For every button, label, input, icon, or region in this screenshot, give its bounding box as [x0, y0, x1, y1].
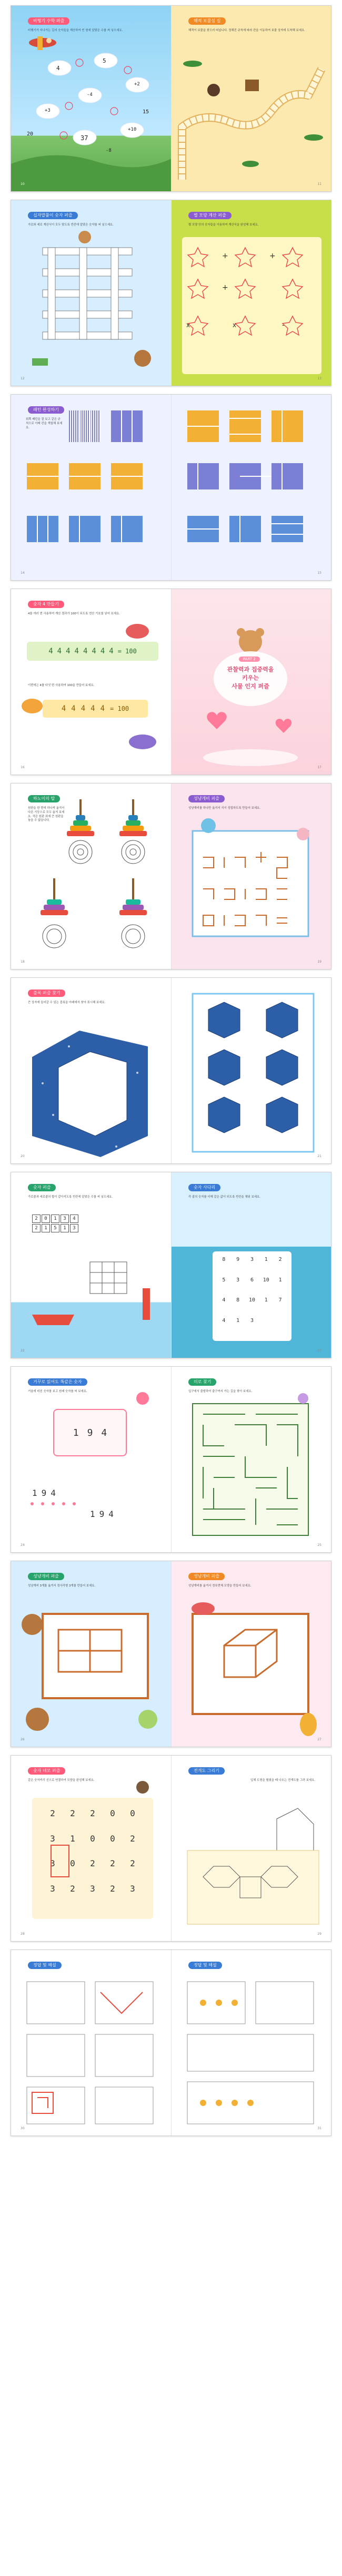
grid-cell[interactable]: 2	[90, 1858, 95, 1868]
bear-icon	[26, 1708, 49, 1731]
hanoi-towers	[11, 783, 171, 969]
grid-cell[interactable]: 2	[130, 1858, 135, 1868]
grid-cell[interactable]: 2	[130, 1833, 135, 1844]
grid-cell[interactable]: 0	[70, 1858, 75, 1868]
instructions: 성냥개비를 하나만 옮겨서 식이 성립하도록 만들어 보세요.	[188, 807, 260, 810]
grid-cell[interactable]: 5	[222, 1277, 226, 1283]
instructions: 입체 도형을 펼쳤을 때 나오는 전개도를 그려 보세요.	[250, 1779, 316, 1782]
page-tag: 숫자 퍼즐	[28, 1184, 56, 1191]
page-block-match	[171, 978, 331, 1163]
cloud-number: 15	[143, 109, 149, 115]
grid-cell[interactable]: 3	[50, 1833, 55, 1844]
bird-icon	[138, 1710, 157, 1729]
page-matchstick-cube	[171, 1561, 331, 1747]
page-mirror-number	[11, 1367, 171, 1552]
grid-cell[interactable]: 5	[51, 1224, 59, 1232]
grid-cell[interactable]: 3	[50, 1883, 55, 1894]
title-line: 사물 인지 퍼즐	[232, 682, 269, 690]
page-tag: 패턴 완성하기	[28, 406, 64, 414]
cat-icon	[201, 818, 216, 833]
page-tag: 해적 보물섬 길	[188, 17, 226, 25]
grid-cell[interactable]: 0	[130, 1808, 135, 1818]
instructions: 가로줄과 세로줄의 합이 같아지도록 빈칸에 알맞은 수를 써 넣으세요.	[28, 1196, 113, 1199]
instructions: 같은 숫자끼리 선으로 연결하여 모양을 완성해 보세요.	[28, 1779, 95, 1782]
page-tag: 블록 퍼즐 찾기	[28, 990, 65, 997]
number-square-grid	[32, 1798, 153, 1919]
grid-cell[interactable]: 3	[130, 1883, 135, 1894]
star-rows	[182, 237, 321, 374]
title-line: 키우는	[242, 674, 259, 681]
title-line: 관찰력과 집중력을	[227, 666, 274, 673]
plane-illustration	[11, 6, 171, 191]
operator: x	[186, 321, 190, 329]
instructions: 위쪽 패턴을 잘 보고 같은 규칙으로 아래 칸을 색칠해 보세요.	[26, 418, 63, 429]
tower-icon	[41, 878, 68, 915]
digit: 4	[48, 647, 53, 655]
page-number: 11	[317, 182, 321, 186]
page-tag: 십자말풀이 숫자 퍼즐	[28, 212, 78, 219]
instructions: 거울에 비친 숫자를 보고 원래 숫자를 써 보세요.	[28, 1390, 87, 1393]
grid-cell[interactable]: 1	[70, 1833, 75, 1844]
tower-icon	[67, 799, 94, 836]
page-number: 28	[21, 1932, 25, 1936]
page-answers-left	[11, 1950, 171, 2136]
matchstick-cube	[172, 1561, 331, 1747]
airplane-icon	[29, 36, 56, 50]
digit: 9	[87, 1427, 93, 1438]
page-maze	[171, 1367, 331, 1552]
grid-cell[interactable]: 1	[51, 1214, 59, 1223]
instructions: 큰 상자에 들어갈 수 있는 블록을 아래에서 찾아 표시해 보세요.	[28, 1001, 106, 1004]
page-tag: 숫자 네모 퍼즐	[28, 1767, 65, 1775]
boat-icon	[32, 1315, 74, 1325]
ladder-grid	[213, 1251, 291, 1341]
grid-cell[interactable]: 0	[110, 1808, 115, 1818]
dots-illustration	[11, 1367, 171, 1552]
page-tag: 비행기 수학 퍼즐	[28, 17, 69, 25]
digit: 4	[100, 647, 105, 655]
digit: 4	[92, 647, 96, 655]
digit: 4	[81, 704, 86, 713]
page-tag: 숫자 4 만들기	[28, 601, 64, 608]
spread-4	[11, 589, 331, 775]
page-tag: 거꾸로 읽어도 똑같은 숫자	[28, 1378, 87, 1386]
answer-row-2	[90, 1509, 114, 1519]
grid-cell[interactable]: 7	[278, 1297, 282, 1303]
digit: 4	[51, 1488, 56, 1498]
crocodile-icon	[32, 358, 48, 366]
cloud-number: -8	[106, 148, 112, 153]
treasure-chest-icon	[245, 80, 259, 91]
digit: 1	[73, 1427, 79, 1438]
page-number: 23	[317, 1349, 321, 1353]
grid-cell[interactable]: 1	[61, 1224, 69, 1232]
digit: 9	[99, 1509, 105, 1519]
chapter-title	[214, 665, 287, 691]
equation-row-2	[43, 700, 148, 718]
spread-7	[11, 1172, 331, 1358]
grid-cell[interactable]: 1	[264, 1297, 268, 1303]
page-number: 29	[317, 1932, 321, 1936]
page-square-numbers	[11, 1756, 171, 1941]
heart-balloon-icon	[207, 712, 291, 733]
dinosaur-icon	[22, 699, 43, 713]
grid-cell[interactable]: 1	[236, 1317, 240, 1324]
grid-cell[interactable]: 2	[110, 1883, 115, 1894]
grid-cell[interactable]: 3	[70, 1224, 78, 1232]
dog-icon	[134, 350, 151, 367]
net-drawing	[172, 1756, 331, 1941]
grid-cell[interactable]: 4	[222, 1317, 226, 1324]
grid-cell[interactable]: 10	[263, 1277, 269, 1283]
page-tag: 성냥개비 퍼즐	[28, 1573, 64, 1580]
page-block-box	[11, 978, 171, 1163]
digit: 4	[108, 1509, 114, 1519]
grid-cell[interactable]: 1	[42, 1224, 50, 1232]
spread-10	[11, 1755, 331, 1942]
instructions: 성냥개비 3개를 옮겨서 정사각형 3개를 만들어 보세요.	[28, 1584, 96, 1588]
page-part-title	[171, 589, 331, 775]
instructions: 각 줄의 숫자를 더해 같은 값이 되도록 빈칸을 채워 보세요.	[188, 1196, 260, 1199]
giraffe-icon	[300, 1713, 317, 1736]
instructions: 4를 여러 번 사용하여 계산 결과가 100이 되도록 연산 기호를 넣어 보세요.	[28, 612, 120, 615]
spread-2	[11, 200, 331, 386]
cloud-number: 37	[81, 134, 88, 142]
pattern-blocks	[11, 395, 171, 580]
digit: 4	[100, 704, 105, 713]
grid-cell[interactable]: 2	[70, 1808, 75, 1818]
page-tag: 전개도 그리기	[188, 1767, 225, 1775]
page-number: 27	[317, 1738, 321, 1741]
page-number: 21	[317, 1154, 321, 1158]
pirate-board-illustration	[172, 6, 331, 191]
page-number: 17	[317, 766, 321, 769]
grid-cell[interactable]: 3	[250, 1257, 254, 1262]
tower-icon	[119, 799, 147, 836]
cloud-number: -4	[87, 92, 93, 97]
spread-3	[11, 394, 331, 581]
equation-row-1	[27, 642, 158, 661]
lion-icon	[78, 231, 91, 243]
result: = 100	[110, 705, 129, 712]
page-number: 24	[21, 1543, 25, 1547]
digit: 4	[66, 647, 71, 655]
grid-cell[interactable]: 0	[42, 1214, 50, 1223]
page-number: 22	[21, 1349, 25, 1353]
page-number: 25	[317, 1543, 321, 1547]
grid-cell[interactable]: 1	[278, 1277, 282, 1283]
bear-icon	[22, 1614, 43, 1635]
instructions: 비행기가 지나가는 길의 숫자들을 계산하여 빈 원에 알맞은 수를 써 넣으세요.	[28, 29, 123, 32]
page-tag: 성냥개비 퍼즐	[188, 1573, 225, 1580]
page-number: 13	[317, 377, 321, 380]
spread-11	[11, 1950, 331, 2136]
grid-cell[interactable]: 8	[222, 1257, 226, 1262]
grid-cell[interactable]: 2	[110, 1858, 115, 1868]
digit: 4	[90, 704, 95, 713]
grid-cell[interactable]: 4	[222, 1297, 226, 1303]
grid-cell[interactable]: 1	[264, 1257, 268, 1262]
page-number: 31	[317, 2127, 321, 2130]
cloud-number: 20	[27, 131, 34, 137]
page-answers-right	[171, 1950, 331, 2136]
grid-cell[interactable]: 2	[70, 1883, 75, 1894]
page-number: 26	[21, 1738, 25, 1741]
grid-cell[interactable]: 3	[61, 1214, 69, 1223]
block-box-illustration	[11, 978, 171, 1163]
digit: 4	[71, 704, 76, 713]
digit: 4	[74, 647, 79, 655]
operator: x	[233, 321, 237, 329]
crossword-grid	[11, 200, 171, 386]
grid-cell[interactable]: 3	[50, 1858, 55, 1868]
page-pattern-right	[171, 395, 331, 580]
digit: 1	[32, 1488, 37, 1498]
page-number: 10	[21, 182, 25, 186]
matchstick-board	[172, 783, 331, 969]
cat-icon	[297, 828, 309, 840]
grid-cell[interactable]: 0	[90, 1833, 95, 1844]
grid-cell[interactable]: 2	[32, 1224, 41, 1232]
dinosaur-icon	[129, 734, 156, 749]
dinosaur-icon	[192, 1602, 215, 1615]
page-matchstick-squares	[11, 1561, 171, 1747]
cloud-number: +10	[128, 127, 137, 132]
grid-cell[interactable]: 8	[236, 1297, 240, 1303]
dinosaur-icon	[126, 624, 149, 639]
cloud-number: 4	[56, 65, 60, 72]
cloud-number: +2	[134, 82, 140, 87]
spread-9	[11, 1561, 331, 1747]
mirror-card	[53, 1409, 127, 1456]
page-number: 12	[21, 377, 25, 380]
page-number-ladder	[171, 1172, 331, 1358]
page-net-drawing	[171, 1756, 331, 1941]
digit: 9	[41, 1488, 47, 1498]
digit: 4	[83, 647, 88, 655]
maze	[172, 1367, 331, 1552]
page-tag: 정답 및 해설	[188, 1962, 222, 1969]
page-tag: 별 모양 계산 퍼즐	[188, 212, 232, 219]
operator: +	[222, 252, 228, 260]
page-plane-math	[11, 6, 171, 191]
tower-icon	[119, 878, 147, 915]
butterfly-icon	[298, 1393, 308, 1404]
pattern-blocks	[172, 395, 331, 580]
operator: +	[269, 252, 276, 260]
digit: 4	[101, 1427, 107, 1438]
page-number: 19	[317, 960, 321, 964]
matchstick-squares	[11, 1561, 171, 1747]
lighthouse-icon	[143, 1288, 150, 1320]
grid-cell[interactable]: 2	[90, 1808, 95, 1818]
grid-cell[interactable]: 0	[110, 1833, 115, 1844]
answer-row-1	[32, 1488, 56, 1498]
instructions-2: 이번에는 4를 다섯 번 사용하여 100을 만들어 보세요.	[28, 684, 95, 687]
grid-cell[interactable]: 4	[70, 1214, 78, 1223]
page-number: 30	[21, 2127, 25, 2130]
grid-cell[interactable]: 9	[236, 1257, 240, 1262]
page-tag: 미로 찾기	[188, 1378, 216, 1386]
result: = 100	[117, 648, 137, 655]
star-panel	[182, 237, 321, 374]
page-number: 15	[317, 571, 321, 575]
answer-thumbnails	[11, 1950, 171, 2136]
answer-thumbnails	[172, 1950, 331, 2136]
digit: 4	[57, 647, 62, 655]
page-hanoi	[11, 783, 171, 969]
digit: 1	[90, 1509, 95, 1519]
page-tag: 숫자 사다리	[188, 1184, 220, 1191]
spread-5	[11, 783, 331, 969]
pirate-icon	[207, 84, 220, 96]
page-star-calc	[171, 200, 331, 386]
page-number: 16	[21, 766, 25, 769]
dinosaur-illustrations	[11, 589, 171, 775]
page-tag: 성냥개비 퍼즐	[188, 795, 225, 802]
instructions: 입구에서 출발하여 출구까지 가는 길을 찾아 보세요.	[188, 1390, 253, 1393]
cloud-number: 5	[103, 57, 106, 64]
instructions: 원판을 한 번에 하나씩 옮겨서 다른 기둥으로 모두 옮겨 보세요. 작은 원판 위에 큰 원판을 놓을 수 없습니다.	[28, 807, 65, 822]
digit: 4	[61, 704, 66, 713]
spread-6	[11, 977, 331, 1164]
grid-cell[interactable]: 2	[50, 1808, 55, 1818]
chapter-label: PART 2	[239, 657, 260, 662]
page-number-puzzle	[11, 1172, 171, 1358]
page-pirate-path	[171, 6, 331, 191]
grid-cell[interactable]: 6	[250, 1277, 254, 1283]
instructions: 가로와 세로 계산식이 모두 맞도록 빈칸에 알맞은 숫자를 써 넣으세요.	[28, 223, 114, 227]
instructions: 성냥개비를 옮겨서 정육면체 모양을 만들어 보세요.	[188, 1584, 252, 1588]
instructions: 별 모양 안의 숫자들을 이용하여 계산식을 완성해 보세요.	[188, 223, 259, 227]
grid-cell[interactable]: 3	[236, 1277, 240, 1283]
operator: -	[282, 321, 285, 329]
page-crossword	[11, 200, 171, 386]
grid-cell[interactable]: 10	[248, 1297, 256, 1303]
page-pattern-left	[11, 395, 171, 580]
page-make-100	[11, 589, 171, 775]
digit: 4	[109, 647, 114, 655]
block-options	[172, 978, 331, 1163]
harbor-illustration	[11, 1172, 171, 1358]
grid-cell[interactable]: 2	[32, 1214, 41, 1223]
page-tag: 정답 및 해설	[28, 1962, 62, 1969]
cloud-number: +3	[45, 108, 51, 113]
instructions: 해적이 보물을 찾으러 떠납니다. 정해진 규칙에 따라 칸을 이동하여 보물 상자에 도착해 보세요.	[188, 29, 305, 32]
grid-cell[interactable]: 3	[90, 1883, 95, 1894]
operator: +	[222, 283, 228, 292]
page-number: 20	[21, 1154, 25, 1158]
grid-cell[interactable]: 2	[278, 1257, 282, 1262]
grid-cell[interactable]: 3	[250, 1317, 254, 1324]
page-tag: 하노이의 탑	[28, 795, 60, 802]
page-number: 18	[21, 960, 25, 964]
spread-1	[11, 5, 331, 192]
page-number: 14	[21, 571, 25, 575]
spread-8	[11, 1366, 331, 1553]
page-matchstick-eq	[171, 783, 331, 969]
